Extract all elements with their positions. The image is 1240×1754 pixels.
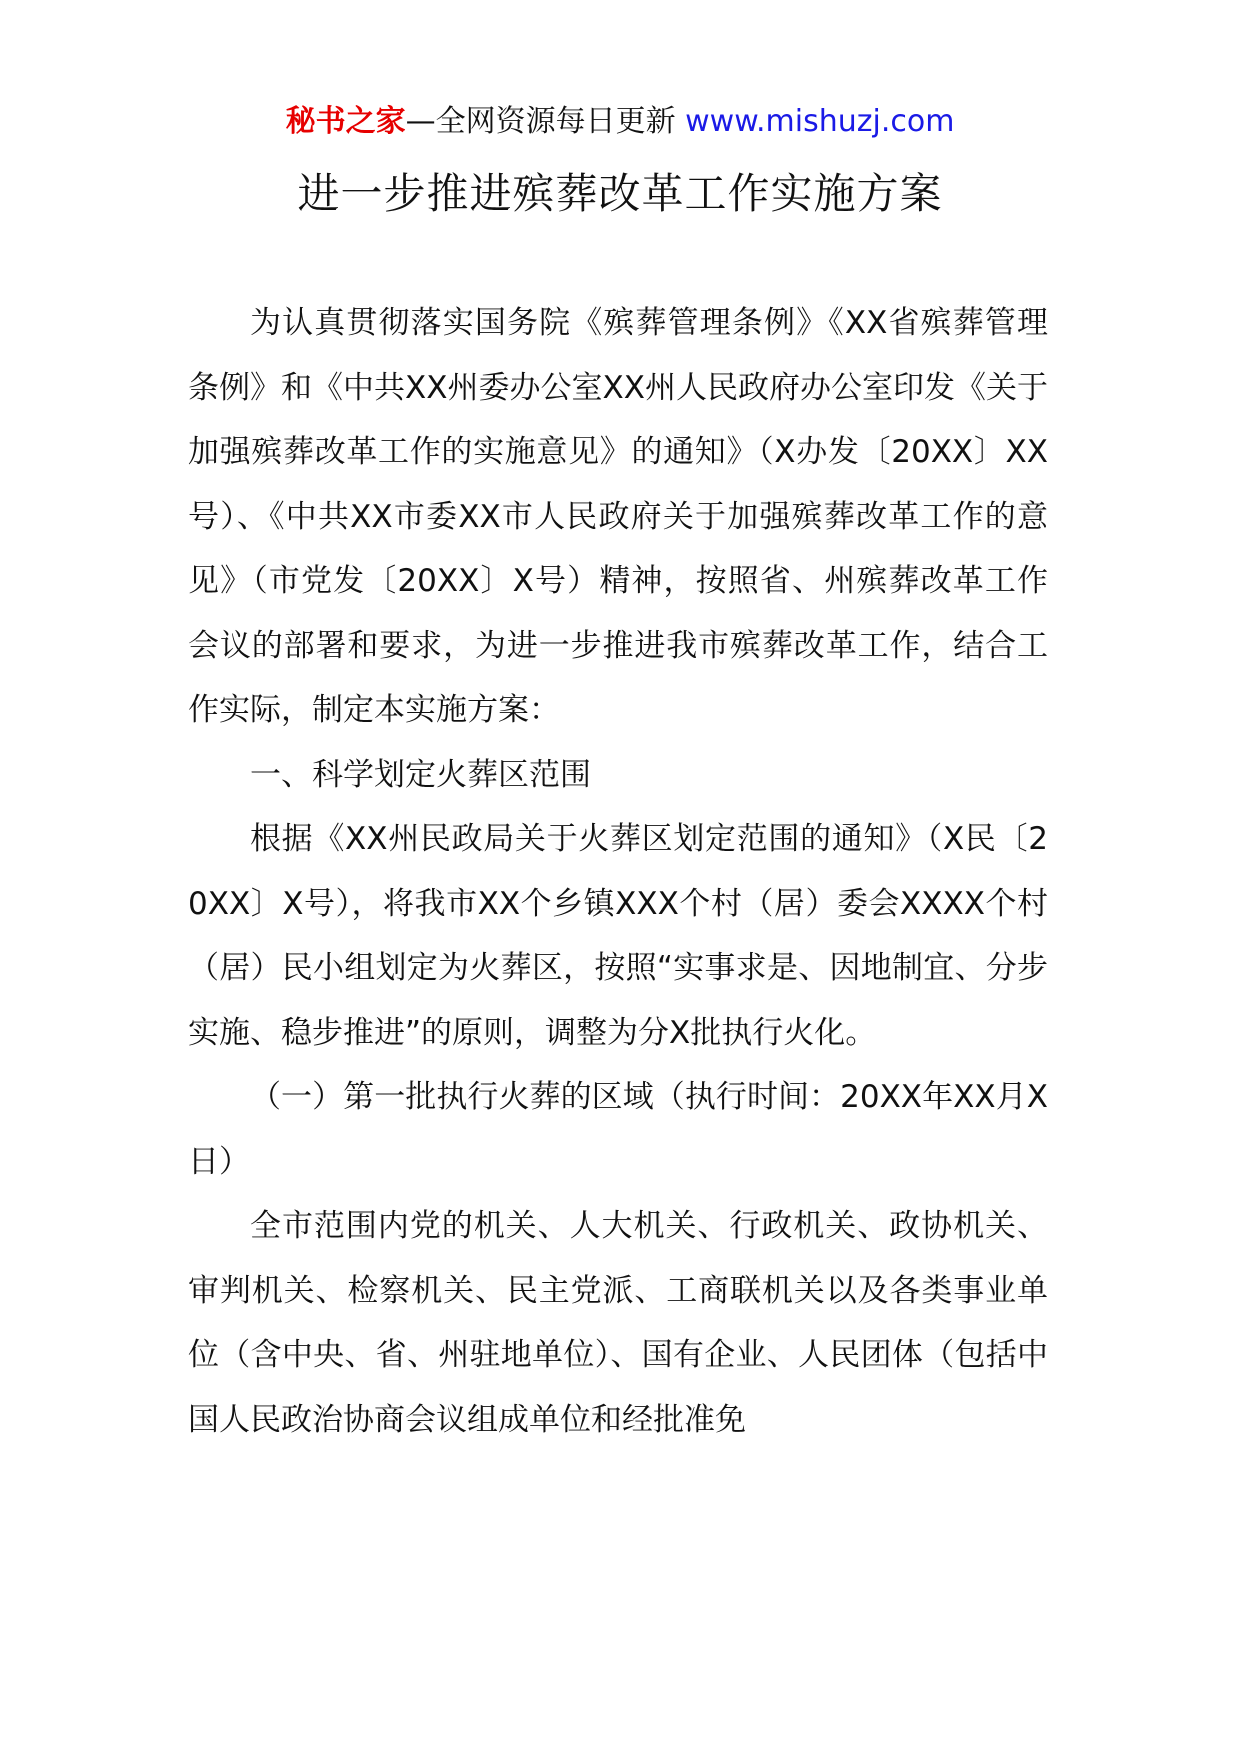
subsection-heading: （一）第一批执行火葬的区域（执行时间：20XX年XX月X日） bbox=[188, 1079, 1048, 1180]
document-title: 进一步推进殡葬改革工作实施方案 bbox=[297, 169, 943, 218]
section-heading: 一、科学划定火葬区范围 bbox=[250, 756, 591, 793]
site-url-link[interactable]: www.mishuzj.com bbox=[685, 104, 955, 139]
document-body bbox=[188, 291, 1048, 1452]
site-brand: 秘书之家 bbox=[285, 104, 406, 139]
site-header bbox=[0, 102, 1240, 142]
body-paragraph: 全市范围内党的机关、人大机关、行政机关、政协机关、审判机关、检察机关、民主党派、工商联机关以及各类事业单位（含中央、省、州驻地单位）、国有企业、人民团体（包括中国人民政治协商会议组成单位和经批准免 bbox=[188, 1208, 1048, 1438]
intro-paragraph: 为认真贯彻落实国务院《殡葬管理条例》《XX省殡葬管理条例》和《中共XX州委办公室XX州人民政府办公室印发《关于加强殡葬改革工作的实施意见》的通知》（X办发〔20XX〕XX号）、《中共XX市委XX市人民政府关于加强殡葬改革工作的意见》（市党发〔20XX〕X号）精神，按照省、州殡葬改革工作会议的部署和要求，为进一步推进我市殡葬改革工作，结合工作实际，制定本实施方案： bbox=[188, 305, 1048, 728]
body-paragraph: 根据《XX州民政局关于火葬区划定范围的通知》（X民〔20XX〕X号），将我市XX个乡镇XXX个村（居）委会XXXX个村（居）民小组划定为火葬区，按照“实事求是、因地制宜、分步实施、稳步推进”的原则，调整为分X批执行火化。 bbox=[188, 821, 1048, 1051]
site-tagline: —全网资源每日更新 bbox=[405, 104, 676, 139]
